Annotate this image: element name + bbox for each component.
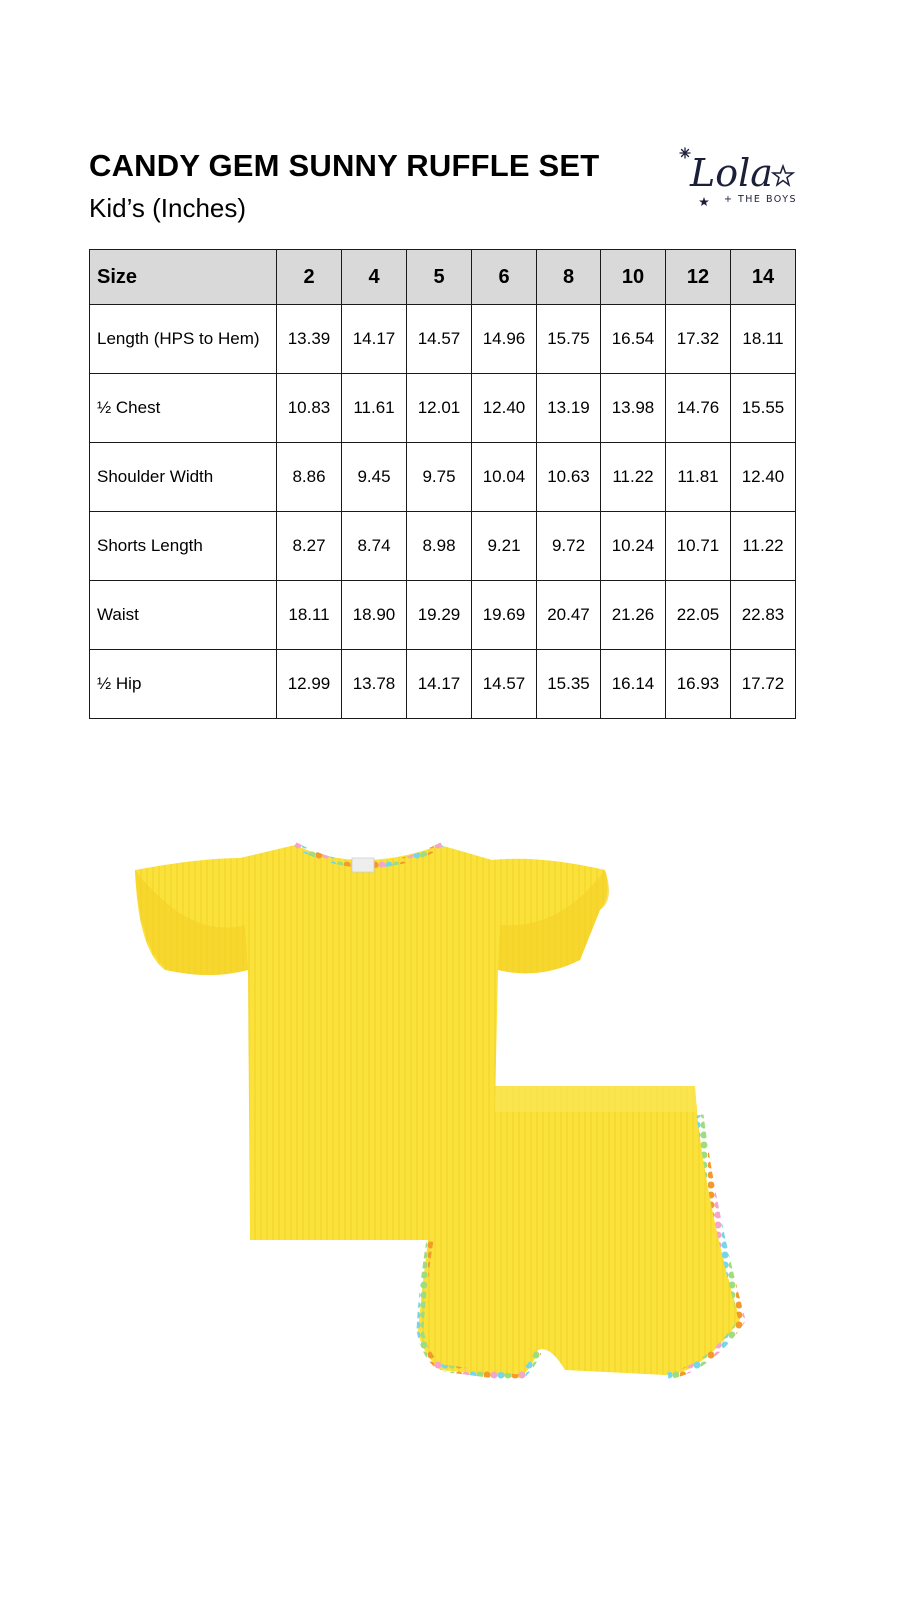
measurement-label: Waist: [90, 581, 277, 650]
measurement-value: 8.86: [277, 443, 342, 512]
measurement-value: 8.27: [277, 512, 342, 581]
measurement-value: 11.22: [731, 512, 796, 581]
chart-subtitle: Kid’s (Inches): [89, 193, 247, 223]
size-header-label: Size: [90, 250, 277, 305]
measurement-value: 14.17: [407, 650, 472, 719]
measurement-value: 21.26: [601, 581, 666, 650]
measurement-value: 9.75: [407, 443, 472, 512]
size-header: 10: [601, 250, 666, 305]
brand-logo: [676, 140, 806, 212]
measurement-value: 19.29: [407, 581, 472, 650]
measurement-value: 19.69: [472, 581, 537, 650]
measurement-value: 14.57: [472, 650, 537, 719]
measurement-value: 9.72: [537, 512, 601, 581]
measurement-value: 17.72: [731, 650, 796, 719]
product-title: CANDY GEM SUNNY RUFFLE SET: [89, 148, 600, 183]
measurement-value: 12.40: [731, 443, 796, 512]
measurement-value: 17.32: [666, 305, 731, 374]
measurement-value: 12.99: [277, 650, 342, 719]
measurement-label: Shorts Length: [90, 512, 277, 581]
measurement-value: 10.63: [537, 443, 601, 512]
measurement-value: 14.96: [472, 305, 537, 374]
measurement-value: 16.14: [601, 650, 666, 719]
measurement-value: 18.90: [342, 581, 407, 650]
measurement-value: 12.01: [407, 374, 472, 443]
lola-logo-icon: [676, 140, 806, 212]
size-header: 6: [472, 250, 537, 305]
measurement-value: 13.98: [601, 374, 666, 443]
size-header: 4: [342, 250, 407, 305]
measurement-value: 11.61: [342, 374, 407, 443]
measurement-label: Length (HPS to Hem): [90, 305, 277, 374]
measurement-value: 12.40: [472, 374, 537, 443]
table-row: [90, 305, 796, 374]
measurement-value: 9.21: [472, 512, 537, 581]
measurement-label: ½ Chest: [90, 374, 277, 443]
size-header: 14: [731, 250, 796, 305]
measurement-value: 22.05: [666, 581, 731, 650]
measurement-value: 22.83: [731, 581, 796, 650]
measurement-value: 11.22: [601, 443, 666, 512]
table-row: [90, 581, 796, 650]
measurement-value: 10.83: [277, 374, 342, 443]
size-header: 12: [666, 250, 731, 305]
measurement-value: 10.71: [666, 512, 731, 581]
size-header: 2: [277, 250, 342, 305]
table-row: [90, 650, 796, 719]
svg-text:+ THE BOYS: + THE BOYS: [724, 194, 798, 205]
measurement-value: 8.74: [342, 512, 407, 581]
measurement-value: 13.19: [537, 374, 601, 443]
size-header-row: [90, 250, 796, 305]
measurement-value: 20.47: [537, 581, 601, 650]
measurement-value: 14.76: [666, 374, 731, 443]
ruffle-set-illustration-icon: [120, 830, 760, 1390]
svg-text:Lola: Lola: [690, 151, 773, 195]
measurement-value: 15.55: [731, 374, 796, 443]
measurement-label: Shoulder Width: [90, 443, 277, 512]
size-chart-table: [89, 249, 796, 719]
measurement-value: 15.35: [537, 650, 601, 719]
table-row: [90, 374, 796, 443]
measurement-value: 16.93: [666, 650, 731, 719]
measurement-value: 13.39: [277, 305, 342, 374]
measurement-value: 13.78: [342, 650, 407, 719]
measurement-value: 18.11: [277, 581, 342, 650]
measurement-value: 10.24: [601, 512, 666, 581]
size-header: 8: [537, 250, 601, 305]
measurement-value: 14.57: [407, 305, 472, 374]
measurement-value: 9.45: [342, 443, 407, 512]
measurement-value: 18.11: [731, 305, 796, 374]
measurement-value: 8.98: [407, 512, 472, 581]
measurement-value: 10.04: [472, 443, 537, 512]
measurement-value: 15.75: [537, 305, 601, 374]
product-image: [120, 830, 760, 1390]
table-row: [90, 443, 796, 512]
size-header: 5: [407, 250, 472, 305]
measurement-label: ½ Hip: [90, 650, 277, 719]
measurement-value: 14.17: [342, 305, 407, 374]
measurement-value: 11.81: [666, 443, 731, 512]
table-row: [90, 512, 796, 581]
measurement-value: 16.54: [601, 305, 666, 374]
